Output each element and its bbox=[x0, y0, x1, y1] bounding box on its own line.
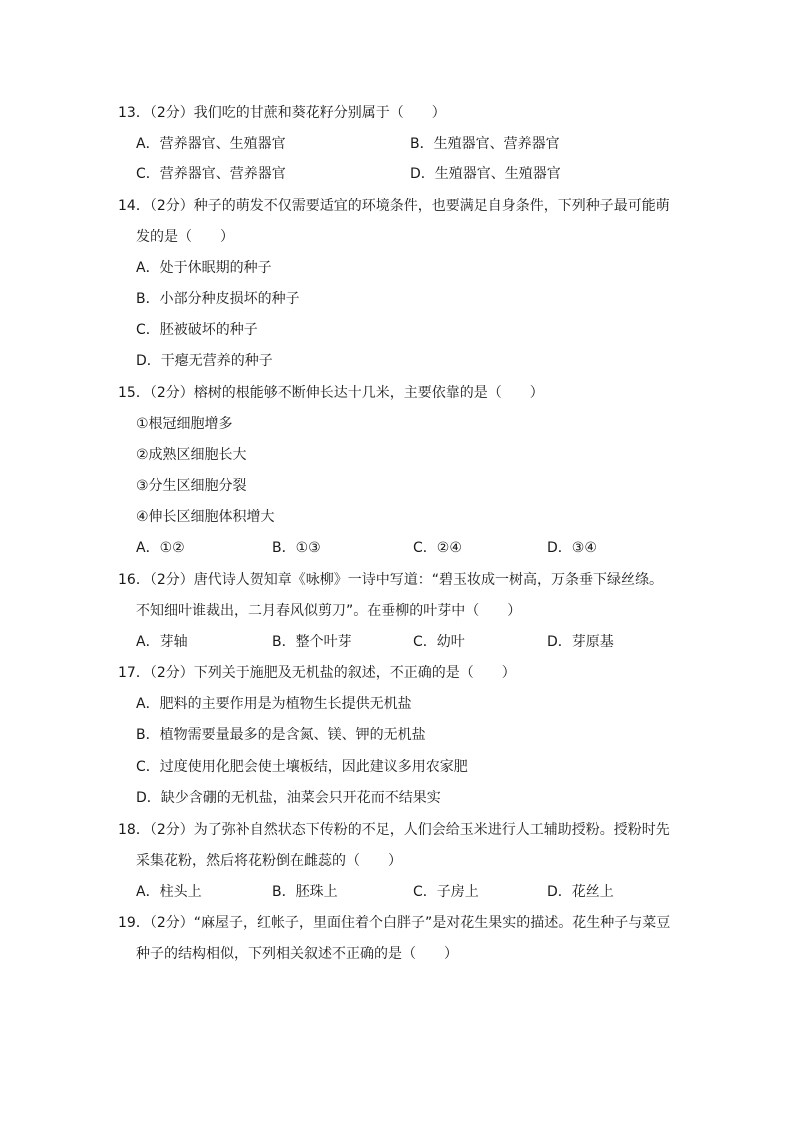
question-18-option-d: D．花丝上 bbox=[547, 884, 614, 900]
question-15-item-4: ④伸长区细胞体积增大 bbox=[136, 509, 275, 525]
question-15-item-2: ②成熟区细胞长大 bbox=[136, 447, 247, 463]
question-19-stem-line-1: 19．（2分）“麻屋子，红帐子，里面住着个白胖子”是对花生果实的描述。花生种子与菜豆 bbox=[118, 915, 671, 931]
question-13-option-c: C．营养器官、营养器官 bbox=[136, 166, 286, 182]
question-16-stem-line-2: 不知细叶谁裁出，二月春风似剪刀”。在垂柳的叶芽中（ ） bbox=[136, 603, 522, 619]
question-15-option-c: C．②④ bbox=[413, 540, 462, 556]
question-18-stem-line-1: 18．（2分）为了弥补自然状态下传粉的不足，人们会给玉米进行人工辅助授粉。授粉时先 bbox=[118, 822, 670, 838]
question-14-option-a: A．处于休眠期的种子 bbox=[136, 260, 272, 276]
question-19-stem-line-2: 种子的结构相似，下列相关叙述不正确的是（ ） bbox=[136, 946, 458, 962]
question-13-option-b: B．生殖器官、营养器官 bbox=[410, 136, 560, 152]
question-18-option-b: B．胚珠上 bbox=[272, 884, 338, 900]
question-18-option-c: C．子房上 bbox=[413, 884, 479, 900]
question-15-option-a: A．①② bbox=[136, 540, 185, 556]
question-17-option-d: D．缺少含硼的无机盐，油菜会只开花而不结果实 bbox=[136, 790, 441, 806]
question-14-option-b: B．小部分种皮损坏的种子 bbox=[136, 291, 300, 307]
question-17-option-a: A．肥料的主要作用是为植物生长提供无机盐 bbox=[136, 696, 412, 712]
question-14-stem-line-2: 发的是（ ） bbox=[136, 229, 234, 245]
question-15-item-1: ①根冠细胞增多 bbox=[136, 416, 233, 432]
question-13-option-a: A．营养器官、生殖器官 bbox=[136, 136, 286, 152]
question-16-stem-line-1: 16．（2分）唐代诗人贺知章《咏柳》一诗中写道：“碧玉妆成一树高，万条垂下绿丝绦。 bbox=[118, 572, 663, 588]
question-17-option-b: B．植物需要量最多的是含氮、镁、钾的无机盐 bbox=[136, 727, 426, 743]
question-16-option-c: C．幼叶 bbox=[413, 634, 465, 650]
question-15-option-d: D．③④ bbox=[547, 540, 597, 556]
question-14-option-c: C．胚被破坏的种子 bbox=[136, 322, 258, 338]
question-18-stem-line-2: 采集花粉，然后将花粉倒在雌蕊的（ ） bbox=[136, 853, 402, 869]
question-15-item-3: ③分生区细胞分裂 bbox=[136, 478, 247, 494]
question-16-option-a: A．芽轴 bbox=[136, 634, 188, 650]
question-13-option-d: D．生殖器官、生殖器官 bbox=[410, 166, 561, 182]
question-17-option-c: C．过度使用化肥会使土壤板结，因此建议多用农家肥 bbox=[136, 759, 468, 775]
question-15-stem: 15．（2分）榕树的根能够不断伸长达十几米，主要依靠的是（ ） bbox=[118, 385, 544, 401]
question-16-option-b: B．整个叶芽 bbox=[272, 634, 352, 650]
question-15-option-b: B．①③ bbox=[272, 540, 321, 556]
question-13-stem: 13．（2分）我们吃的甘蔗和葵花籽分别属于（ ） bbox=[118, 105, 446, 121]
question-16-option-d: D．芽原基 bbox=[547, 634, 614, 650]
question-14-option-d: D．干瘪无营养的种子 bbox=[136, 353, 273, 369]
question-18-option-a: A．柱头上 bbox=[136, 884, 202, 900]
question-17-stem: 17．（2分）下列关于施肥及无机盐的叙述，不正确的是（ ） bbox=[118, 665, 516, 681]
question-14-stem-line-1: 14．（2分）种子的萌发不仅需要适宜的环境条件，也要满足自身条件，下列种子最可能萌 bbox=[118, 198, 670, 214]
